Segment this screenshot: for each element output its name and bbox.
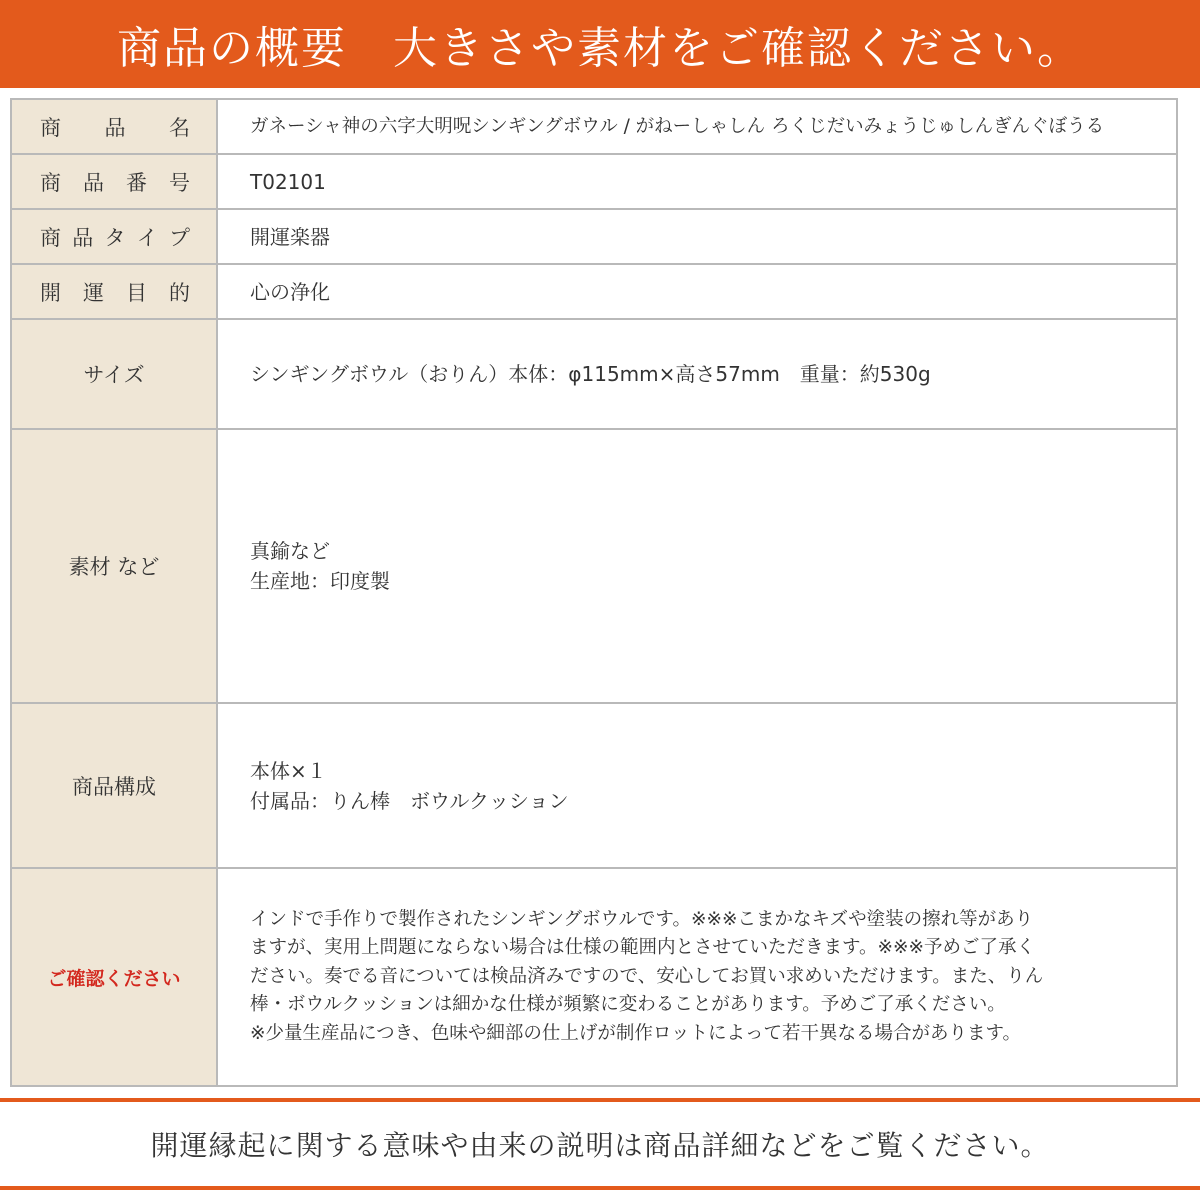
label-size: サイズ — [11, 319, 217, 429]
value-product-number: T02101 — [217, 154, 1177, 209]
label-composition: 商品構成 — [11, 703, 217, 868]
table-row-product-name — [11, 99, 1177, 154]
product-spec-table — [10, 98, 1178, 1087]
header-banner — [0, 0, 1200, 88]
label-purpose: 開 運 目 的 — [11, 264, 217, 319]
table-row-product-number — [11, 154, 1177, 209]
page-title: 商品の概要 大きさや素材をご確認ください。 — [117, 23, 1083, 74]
value-product-name: ガネーシャ神の六字大明呪シンギングボウル / がねーしゃしん ろくじだいみょうじゅしんぎんぐぼうる — [217, 99, 1177, 154]
label-material: 素材 など — [11, 429, 217, 703]
value-size: シンギングボウル（おりん）本体：φ115mm×高さ57mm 重量：約530g — [217, 319, 1177, 429]
value-purpose: 心の浄化 — [217, 264, 1177, 319]
value-product-type: 開運楽器 — [217, 209, 1177, 264]
label-product-type: 商 品 タ イ プ — [11, 209, 217, 264]
table-row-purpose — [11, 264, 1177, 319]
table-row-composition — [11, 703, 1177, 868]
footer-divider-bottom — [0, 1186, 1200, 1190]
value-material: 真鍮など 生産地：印度製 — [217, 429, 1177, 703]
footer-note: 開運縁起に関する意味や由来の説明は商品詳細などをご覧ください。 — [150, 1129, 1050, 1162]
table-row-material — [11, 429, 1177, 703]
table-row-notice — [11, 868, 1177, 1086]
value-composition: 本体×１ 付属品：りん棒 ボウルクッション — [217, 703, 1177, 868]
value-notice: インドで手作りで製作されたシンギングボウルです。※※※こまかなキズや塗装の擦れ等があり ますが、実用上問題にならない場合は仕様の範囲内とさせていただきます。※※※予めご了承く ださい。奏でる音については検品済みですので、安心してお買い求めいただけます。また、りん 棒・ボウルクッションは細かな仕様が頻繁に変わることがあります。予めご了承ください。 ※少量生産品につき、色味や細部の仕上げが制作ロットによって若干異なる場合があります。 — [217, 868, 1177, 1086]
label-product-number: 商 品 番 号 — [11, 154, 217, 209]
label-product-name: 商 品 名 — [11, 99, 217, 154]
table-row-product-type — [11, 209, 1177, 264]
label-notice: ご確認ください — [11, 868, 217, 1086]
table-row-size — [11, 319, 1177, 429]
footer-divider-top — [0, 1098, 1200, 1102]
